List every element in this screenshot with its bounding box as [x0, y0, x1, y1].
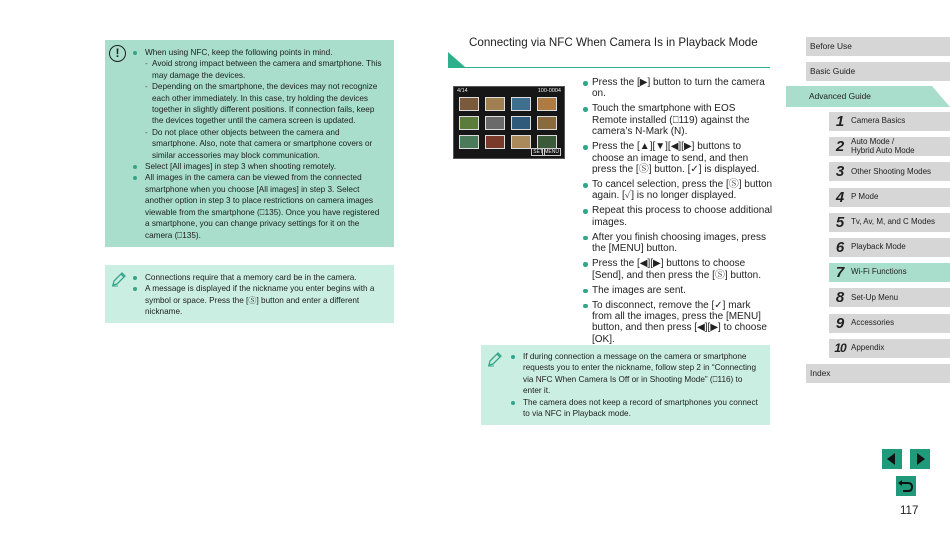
step-item: To cancel selection, press the [Ⓢ] button again. [✓] is no longer displayed. [583, 179, 773, 202]
caution-subitems [145, 58, 386, 161]
pencil-icon [486, 350, 504, 368]
arrow-right-icon [910, 449, 930, 469]
camera-thumbnail [485, 116, 505, 130]
note-item: If during connection a message on the camera or smartphone requests you to enter the nickname, follow step 2 in “Connecting via NFC When Camera Is Off or in Shooting Mode” (⎕116) to enter it. [520, 351, 762, 397]
note-item: A message is displayed if the nickname you enter begins with a symbol or space. Press the [Ⓢ] button and enter a different nickname. [142, 283, 386, 317]
caution-list [142, 47, 386, 241]
chapter-number: 1 [835, 113, 845, 130]
note-box-middle [481, 345, 770, 425]
chapter-5[interactable] [829, 213, 950, 232]
camera-screen-image [453, 86, 565, 159]
step-item: Press the [▲][▼][◀][▶] buttons to choose an image to send, and then press the [Ⓢ] button. [✓] is displayed. [583, 141, 773, 175]
nav-before-use[interactable]: Before Use [806, 37, 950, 56]
note-item: Connections require that a memory card be in the camera. [142, 272, 386, 283]
caution-item-text: All images in the camera can be viewed from the connected smartphone when you choose [All images] in step 3. Select another option in step 3 to place restrictions on camera images viewable from the smartphone (⎕135). Once you have registered a smartphone, you can change privacy settings for it on the camera (⎕135). [145, 173, 380, 240]
chapter-1[interactable] [829, 112, 950, 131]
note-item: The camera does not keep a record of smartphones you connect to via NFC in Playback mode. [520, 397, 762, 420]
chapter-label: Camera Basics [851, 116, 906, 126]
nav-basic-guide[interactable]: Basic Guide [806, 62, 950, 81]
chapter-4[interactable] [829, 188, 950, 207]
caution-item [142, 47, 386, 161]
camera-thumbnail [485, 135, 505, 149]
chapter-6[interactable] [829, 238, 950, 257]
camera-set-label: SET [533, 149, 543, 155]
chapter-7[interactable] [829, 263, 950, 282]
nav-index[interactable]: Index [806, 364, 950, 383]
camera-thumbnail [459, 97, 479, 111]
camera-menu-label: MENU [544, 149, 559, 155]
chapter-number: 7 [835, 264, 845, 282]
camera-thumbnail [511, 97, 531, 111]
pencil-icon [110, 270, 128, 288]
chapter-number: 8 [835, 289, 845, 307]
chapter-number: 10 [834, 340, 846, 355]
camera-thumbnail [459, 116, 479, 130]
caution-subitem: - Depending on the smartphone, the devices may not recognize each other immediately. In this case, try holding the devices together in slightly different positions. If connection fails, keep the devices together until the camera screen is updated. [152, 81, 386, 127]
chapter-number: 6 [835, 239, 845, 256]
caution-subitem: - Avoid strong impact between the camera and smartphone. This may damage the devices. [152, 58, 386, 81]
caution-icon: ! [109, 45, 126, 62]
steps-list [583, 77, 773, 349]
camera-thumbnail [511, 135, 531, 149]
chapter-label: Tv, Av, M, and C Modes [851, 217, 936, 227]
title-marker [448, 52, 465, 67]
chapter-8[interactable] [829, 288, 950, 307]
caution-item-text: Select [All images] in step 3 when shooting remotely. [145, 162, 336, 172]
page-number: 117 [900, 505, 919, 517]
camera-thumbnail [459, 135, 479, 149]
step-item: The images are sent. [583, 285, 773, 296]
chapter-number: 4 [835, 188, 845, 206]
chapter-number: 5 [835, 213, 845, 231]
step-item: Touch the smartphone with EOS Remote installed (⎕119) against the camera’s N-Mark (N). [583, 103, 773, 137]
camera-screen-bottom [457, 148, 561, 156]
chapter-label: Accessories [851, 317, 895, 327]
step-item: Repeat this process to choose additional images. [583, 205, 773, 228]
chapter-3[interactable] [829, 162, 950, 181]
chapter-2[interactable] [829, 137, 950, 156]
step-item: After you finish choosing images, press the [MENU] button. [583, 232, 773, 255]
chapter-label: Appendix [851, 343, 885, 353]
note-box-left [105, 265, 394, 323]
camera-thumbnail [537, 135, 557, 149]
chapter-10[interactable] [829, 339, 950, 358]
chapter-number: 3 [835, 163, 845, 181]
note-list [520, 351, 762, 419]
return-icon [896, 476, 916, 496]
step-item: To disconnect, remove the [✓] mark from all the images, press the [MENU] button, and then press [◀][▶] to choose [OK]. [583, 300, 773, 346]
camera-thumbnail [511, 116, 531, 130]
chapter-label: Set-Up Menu [851, 292, 899, 302]
caution-box [105, 40, 394, 247]
prev-page-button[interactable] [882, 449, 902, 469]
step-item: Press the [◀][▶] buttons to choose [Send], and then press the [Ⓢ] button. [583, 258, 773, 281]
caution-item [142, 161, 386, 172]
camera-folder: 100-0004 [537, 88, 561, 94]
step-item: Press the [▶] button to turn the camera on. [583, 77, 773, 100]
chapter-number: 9 [835, 314, 845, 332]
caution-item [142, 172, 386, 240]
camera-screen-top [457, 88, 561, 96]
chapter-label: Wi-Fi Functions [851, 267, 907, 277]
camera-thumbnail [485, 97, 505, 111]
note-list [142, 272, 386, 318]
chapter-label: Other Shooting Modes [851, 166, 932, 176]
chapter-number: 2 [835, 138, 845, 156]
return-button[interactable] [896, 476, 916, 496]
next-page-button[interactable] [910, 449, 930, 469]
chapter-9[interactable] [829, 314, 950, 333]
title-rule [448, 67, 770, 68]
caution-subitem: - Do not place other objects between the camera and smartphone. Also, note that camera or smartphone covers or similar accessories may block communication. [152, 127, 386, 161]
camera-counter: 4/14 [457, 88, 468, 94]
chapter-label: Playback Mode [851, 242, 906, 252]
arrow-left-icon [882, 449, 902, 469]
tab-notch [932, 86, 950, 107]
camera-thumbnail [537, 97, 557, 111]
chapter-label: Auto Mode / Hybrid Auto Mode [851, 137, 915, 155]
camera-thumbnail [537, 116, 557, 130]
caution-item-text: When using NFC, keep the following points in mind. [145, 48, 333, 57]
nav-advanced-guide-label: Advanced Guide [809, 91, 871, 101]
section-title: Connecting via NFC When Camera Is in Playback Mode [469, 36, 758, 49]
chapter-label: P Mode [851, 191, 879, 201]
nav-advanced-guide[interactable] [786, 86, 950, 107]
